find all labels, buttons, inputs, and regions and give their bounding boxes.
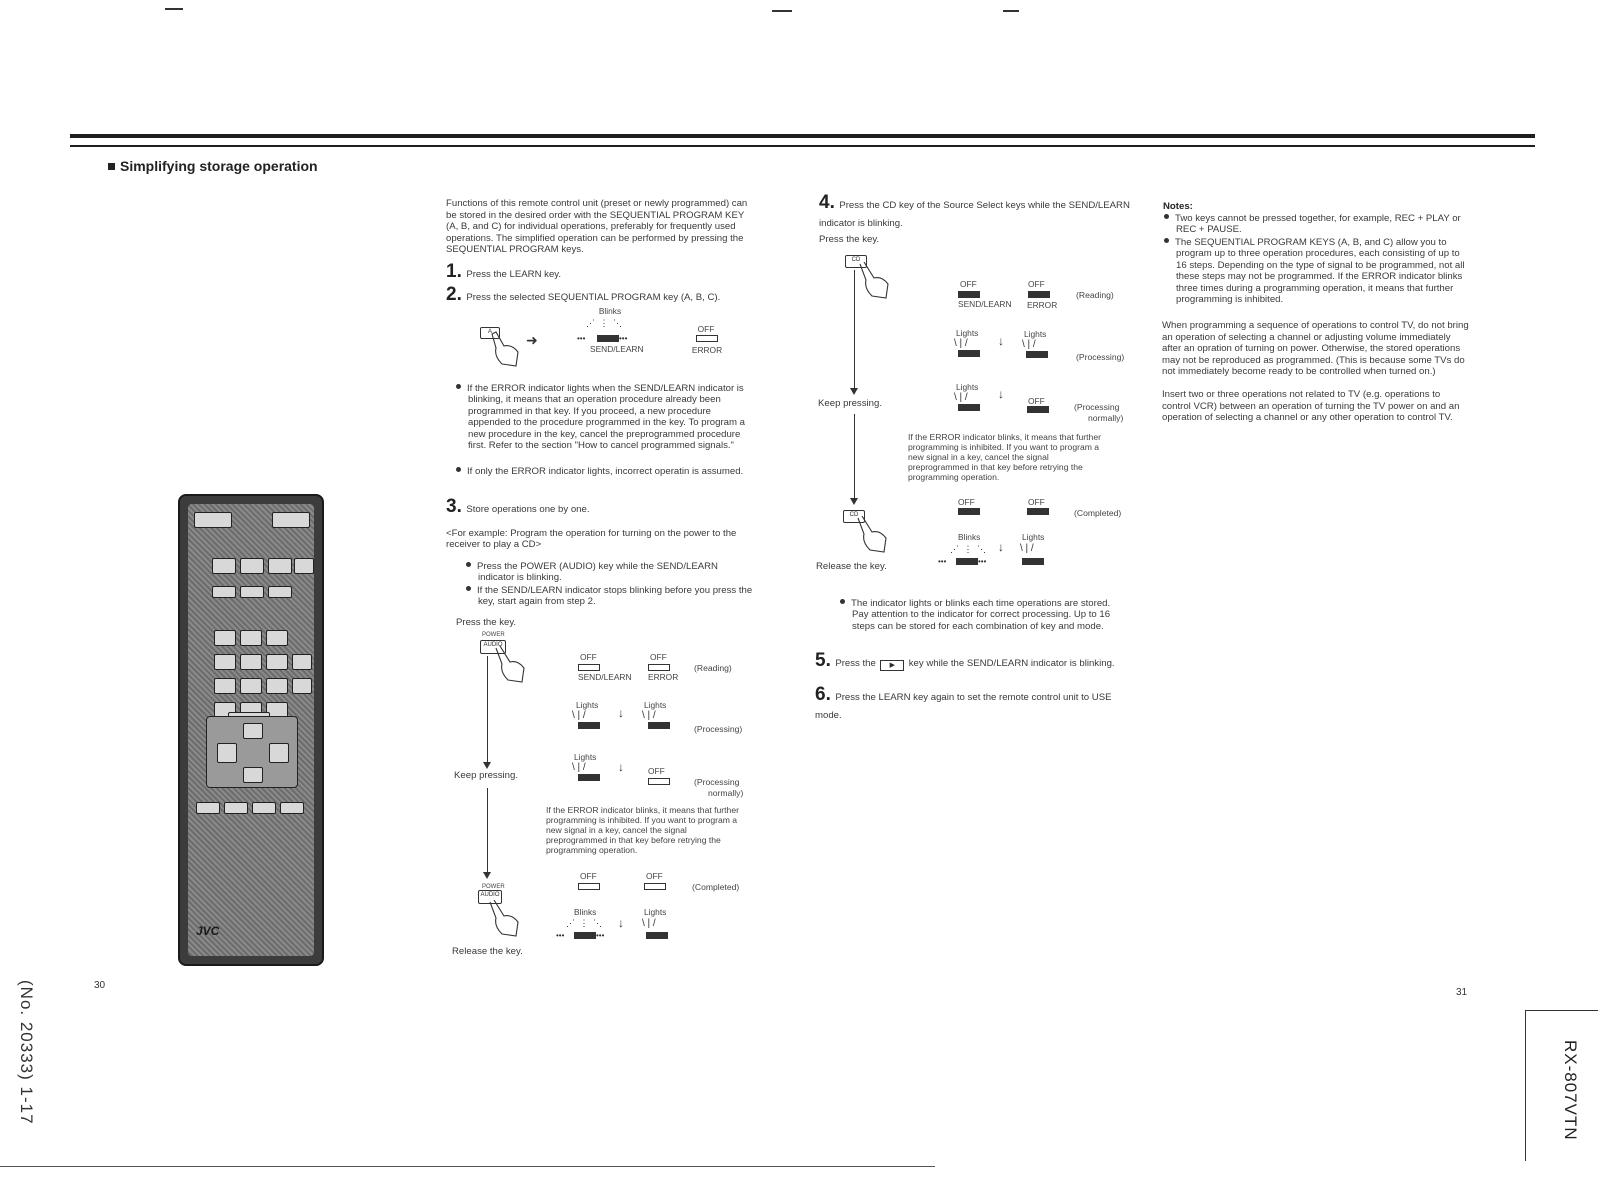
page-number-right: 31 (1456, 987, 1468, 998)
hand-pointer-icon (854, 516, 888, 556)
send-learn-led (956, 558, 978, 565)
remote-key (214, 678, 236, 694)
remote-key (214, 654, 236, 670)
step-text: Press the LEARN key. (466, 269, 562, 280)
remote-up-key (243, 723, 263, 739)
step-number: 3. (446, 496, 462, 517)
send-learn-led (958, 350, 980, 357)
error-led (648, 778, 670, 785)
bullet-icon (466, 562, 471, 567)
press-key-label: Press the key. (456, 617, 517, 628)
step-text: Press the CD key of the Source Select keys while the SEND/LEARN indicator is blinking. (819, 200, 1130, 229)
down-arrow-icon (483, 872, 491, 879)
remote-key (268, 558, 292, 574)
step4-bullet (852, 598, 1126, 632)
remote-key-c (268, 586, 292, 598)
down-arrow-icon: ↓ (998, 387, 1004, 401)
step-6 (815, 685, 1131, 723)
remote-brand: JVC (196, 924, 220, 938)
header-rule-thin (70, 145, 1535, 147)
send-learn-led (578, 774, 600, 781)
remote-key (240, 654, 262, 670)
lights-label: Lights (644, 907, 667, 917)
processing-normally-label: (Processing (1074, 402, 1120, 412)
remote-key (240, 678, 262, 694)
off-label: OFF (1028, 396, 1045, 406)
keep-pressing-label: Keep pressing. (818, 398, 882, 409)
step-text: Press the LEARN key again to set the remote control unit to USE mode. (815, 692, 1112, 721)
blinks-label: Blinks (574, 907, 597, 917)
lights-rays-icon: \ | / (954, 338, 968, 349)
square-bullet-icon (108, 163, 115, 170)
bullet-icon (1164, 238, 1169, 243)
processing-normally-label-2: normally) (1088, 413, 1124, 423)
example-text: <For example: Program the operation for turning on the power to the receiver to play a CD> (446, 528, 737, 551)
step-text-before: Press the (835, 658, 876, 669)
blink-dots-right: ••• (978, 557, 987, 566)
step-text: Store operations one by one. (466, 504, 590, 515)
remote-key-b (240, 586, 264, 598)
step-number: 2. (446, 284, 462, 305)
off-label: OFF (580, 652, 597, 662)
key-label: AUDIO (483, 642, 503, 648)
reading-label: (Reading) (694, 663, 732, 673)
step3-bullet-2 (478, 585, 754, 608)
error-label: ERROR (691, 345, 723, 355)
bottom-rule (0, 1166, 935, 1167)
hand-pointer-icon (856, 262, 890, 302)
send-learn-led (958, 508, 980, 515)
lights-label: Lights (574, 752, 597, 762)
notes-heading: Notes: (1163, 201, 1193, 212)
lights-rays-icon: \ | / (642, 710, 656, 721)
remote-body (188, 504, 314, 956)
blink-dots-right: ••• (619, 334, 628, 343)
remote-key (266, 678, 288, 694)
document-number: (No. 20333) 1-17 (17, 980, 36, 1125)
off-label: OFF (650, 652, 667, 662)
top-mark-2 (772, 10, 792, 12)
error-note: If the ERROR indicator blinks, it means that further programming is inhibited. If you want to program a new signal in a key, cancel the signal preprogrammed in that key before retrying the programming operation. (908, 432, 1101, 482)
down-arrow-icon: ↓ (618, 706, 624, 720)
lights-rays-icon: \ | / (572, 762, 586, 773)
remote-key (196, 802, 220, 814)
remote-key (240, 558, 264, 574)
power-label: POWER (482, 884, 505, 890)
error-led (648, 664, 670, 671)
send-learn-led (574, 932, 596, 939)
off-label: OFF (1028, 279, 1045, 289)
release-key-label: Release the key. (452, 946, 523, 957)
error-led (696, 335, 718, 342)
blinks-label: Blinks (958, 532, 981, 542)
down-arrow-icon (850, 498, 858, 505)
error-led (1022, 558, 1044, 565)
blink-dots-icon: ⋰ ⋮ ⋱ (950, 544, 988, 554)
flow-line (854, 414, 855, 500)
top-mark-1 (165, 8, 183, 10)
processing-label: (Processing) (694, 724, 743, 734)
step-number: 5. (815, 650, 831, 671)
remote-left-key (217, 743, 237, 763)
keep-pressing-label: Keep pressing. (454, 770, 518, 781)
step-5 (815, 651, 1135, 671)
error-led (644, 883, 666, 890)
notes-paragraph-1: When programming a sequence of operations to control TV, do not bring an operation of selecting a channel or adjusting volume immediately after an opration of turning on power. Otherwise, the stored operations may not be reproduced as programmed. (This is because some TVs do not immediately become ready to be controlled when turned on.) (1162, 320, 1469, 378)
bullet-icon (1164, 214, 1169, 219)
error-label: ERROR (1027, 300, 1058, 310)
send-learn-led (578, 722, 600, 729)
remote-key (266, 654, 288, 670)
error-led (648, 722, 670, 729)
power-label: POWER (482, 632, 505, 638)
press-key-label: Press the key. (819, 234, 880, 245)
step-4 (819, 193, 1135, 231)
off-label: OFF (580, 871, 597, 881)
lights-rays-icon: \ | / (1022, 339, 1036, 350)
processing-normally-label-2: normally) (708, 788, 744, 798)
blink-dots-left: ••• (577, 334, 586, 343)
step-text-after: key while the SEND/LEARN indicator is blinking. (908, 658, 1115, 669)
step-number: 6. (815, 684, 831, 705)
step-number: 4. (819, 192, 835, 213)
remote-key (266, 630, 288, 646)
step-1 (446, 262, 756, 282)
lights-label: Lights (1024, 329, 1047, 339)
remote-key (272, 512, 310, 528)
notes-bullet-2 (1176, 237, 1470, 305)
error-led (1026, 351, 1048, 358)
top-mark-3 (1003, 10, 1019, 12)
blinks-label: Blinks (598, 306, 622, 316)
send-learn-label: SEND/LEARN (578, 672, 632, 682)
intro-paragraph: Functions of this remote control unit (preset or newly programmed) can be stored in the desired order with the SEQUENTIAL PROGRAM KEY (A, B, and C) for individual operations, preferably for frequently used operations. The simplified operation can be performed by pressing the SEQUENTIAL PROGRAM keys. (446, 198, 748, 256)
release-key-label: Release the key. (816, 561, 887, 572)
reading-label: (Reading) (1076, 290, 1114, 300)
completed-label: (Completed) (1074, 508, 1122, 518)
off-label: OFF (958, 497, 975, 507)
page-number-left: 30 (94, 980, 106, 991)
remote-key (194, 512, 232, 528)
off-label: OFF (646, 871, 663, 881)
error-led (646, 932, 668, 939)
hand-pointer-icon (486, 900, 520, 940)
step2-bullet-2 (468, 466, 752, 477)
send-learn-led (958, 291, 980, 298)
remote-key (240, 630, 262, 646)
off-label: OFF (648, 766, 665, 776)
off-label: OFF (697, 324, 715, 334)
hand-pointer-icon (486, 330, 520, 370)
key-label: CD (849, 512, 859, 518)
notes-paragraph-2: Insert two or three operations not related to TV (e.g. operations to control VCR) between an operation of turning the TV power on and an operation of selecting a channel or any other operation to control TV. (1162, 389, 1460, 424)
lights-label: Lights (1022, 532, 1045, 542)
error-label: ERROR (648, 672, 679, 682)
send-learn-led (578, 664, 600, 671)
error-led (1027, 508, 1049, 515)
step3-bullet-1 (478, 561, 754, 584)
completed-label: (Completed) (692, 882, 740, 892)
lights-label: Lights (956, 382, 979, 392)
bullet-text: Press the POWER (AUDIO) key while the SEND/LEARN indicator is blinking. (477, 561, 718, 584)
down-arrow-icon: ↓ (618, 916, 624, 930)
send-learn-led (578, 883, 600, 890)
down-arrow-icon: ↓ (998, 334, 1004, 348)
step-number: 1. (446, 261, 462, 282)
processing-normally-label: (Processing (694, 777, 740, 787)
bullet-icon (466, 586, 471, 591)
error-led (1028, 291, 1050, 298)
step-text: Press the selected SEQUENTIAL PROGRAM key (A, B, C). (466, 292, 721, 303)
remote-right-key (269, 743, 289, 763)
off-label: OFF (960, 279, 977, 289)
lights-rays-icon: \ | / (642, 918, 656, 929)
lights-label: Lights (956, 328, 979, 338)
key-label: AUDIO (480, 892, 500, 898)
key-letter: A (487, 329, 492, 335)
bullet-text: If the SEND/LEARN indicator stops blinking before you press the key, start again from step 2. (477, 585, 753, 608)
bullet-text: If the ERROR indicator lights when the SEND/LEARN indicator is blinking, it means that an operation procedure already been programmed in that key. If you proceed, a new procedure appended to the procedure programmed in the key. To program a new procedure in the key, cancel the preprogrammed procedure first. Refer to the section "How to cancel programmed signals." (467, 383, 745, 452)
play-key-icon: ▶ (880, 660, 904, 671)
error-note: If the ERROR indicator blinks, it means that further programming is inhibited. If you want to program a new signal in a key, cancel the signal preprogrammed in that key before retrying the programming operation. (546, 805, 739, 855)
step-3 (446, 497, 756, 517)
blink-dots-left: ••• (938, 557, 947, 566)
down-arrow-icon: ↓ (998, 540, 1004, 554)
send-learn-label: SEND/LEARN (590, 344, 644, 354)
bullet-text: Two keys cannot be pressed together, for example, REC + PLAY or REC + PAUSE. (1175, 213, 1461, 236)
remote-key (252, 802, 276, 814)
blink-dots-right: ••• (596, 931, 605, 940)
lights-rays-icon: \ | / (954, 392, 968, 403)
processing-label: (Processing) (1076, 352, 1125, 362)
down-arrow-icon: ↓ (618, 760, 624, 774)
flow-line (487, 788, 488, 874)
down-arrow-icon (483, 762, 491, 769)
bullet-text: The indicator lights or blinks each time operations are stored. Pay attention to the indicator for correct processing. Up to 16 steps can be stored for each combination of key and mode. (851, 598, 1111, 632)
section-title-text: Simplifying storage operation (120, 158, 318, 174)
error-led (1027, 406, 1049, 413)
bullet-icon (456, 467, 461, 472)
notes-bullet-1 (1176, 213, 1470, 236)
down-arrow-icon (850, 388, 858, 395)
remote-dpad (206, 716, 298, 788)
lights-rays-icon: \ | / (1020, 543, 1034, 554)
right-arrow-icon: ➜ (526, 332, 538, 348)
blink-dots-icon: ⋰ ⋮ ⋱ (586, 318, 624, 328)
flow-line (854, 270, 855, 390)
header-rule (70, 134, 1535, 138)
remote-key (280, 802, 304, 814)
hand-pointer-icon (492, 646, 526, 686)
remote-key (212, 558, 236, 574)
off-label: OFF (1028, 497, 1045, 507)
step2-bullet-1 (468, 383, 752, 451)
bullet-text: If only the ERROR indicator lights, incorrect operatin is assumed. (467, 466, 744, 477)
blink-dots-icon: ⋰ ⋮ ⋱ (566, 918, 604, 928)
bullet-icon (456, 384, 461, 389)
bullet-icon (840, 599, 845, 604)
send-learn-label: SEND/LEARN (958, 299, 1012, 309)
remote-key (214, 630, 236, 646)
send-learn-led (958, 404, 980, 411)
bullet-text: The SEQUENTIAL PROGRAM KEYS (A, B, and C) allow you to program up to three operation procedures, each consisting of up to 16 steps. Depending on the type of signal to be programmed, not all these steps may not be programmed. If the ERROR indicator blinks three times during a programming operation, it means that further programming is inhibited. (1175, 237, 1465, 306)
blink-dots-left: ••• (556, 931, 565, 940)
section-title (108, 158, 318, 174)
remote-key-a (212, 586, 236, 598)
lights-rays-icon: \ | / (572, 710, 586, 721)
remote-key (292, 654, 312, 670)
remote-key (294, 558, 314, 574)
remote-control-image (178, 494, 324, 966)
step-2 (446, 285, 756, 305)
flow-line (487, 656, 488, 764)
lights-label: Lights (644, 700, 667, 710)
lights-label: Lights (576, 700, 599, 710)
remote-key (292, 678, 312, 694)
remote-key (224, 802, 248, 814)
send-learn-led (597, 335, 619, 342)
model-number: RX-807VTN (1561, 1040, 1580, 1141)
key-label: CD (851, 257, 861, 263)
remote-down-key (243, 767, 263, 783)
